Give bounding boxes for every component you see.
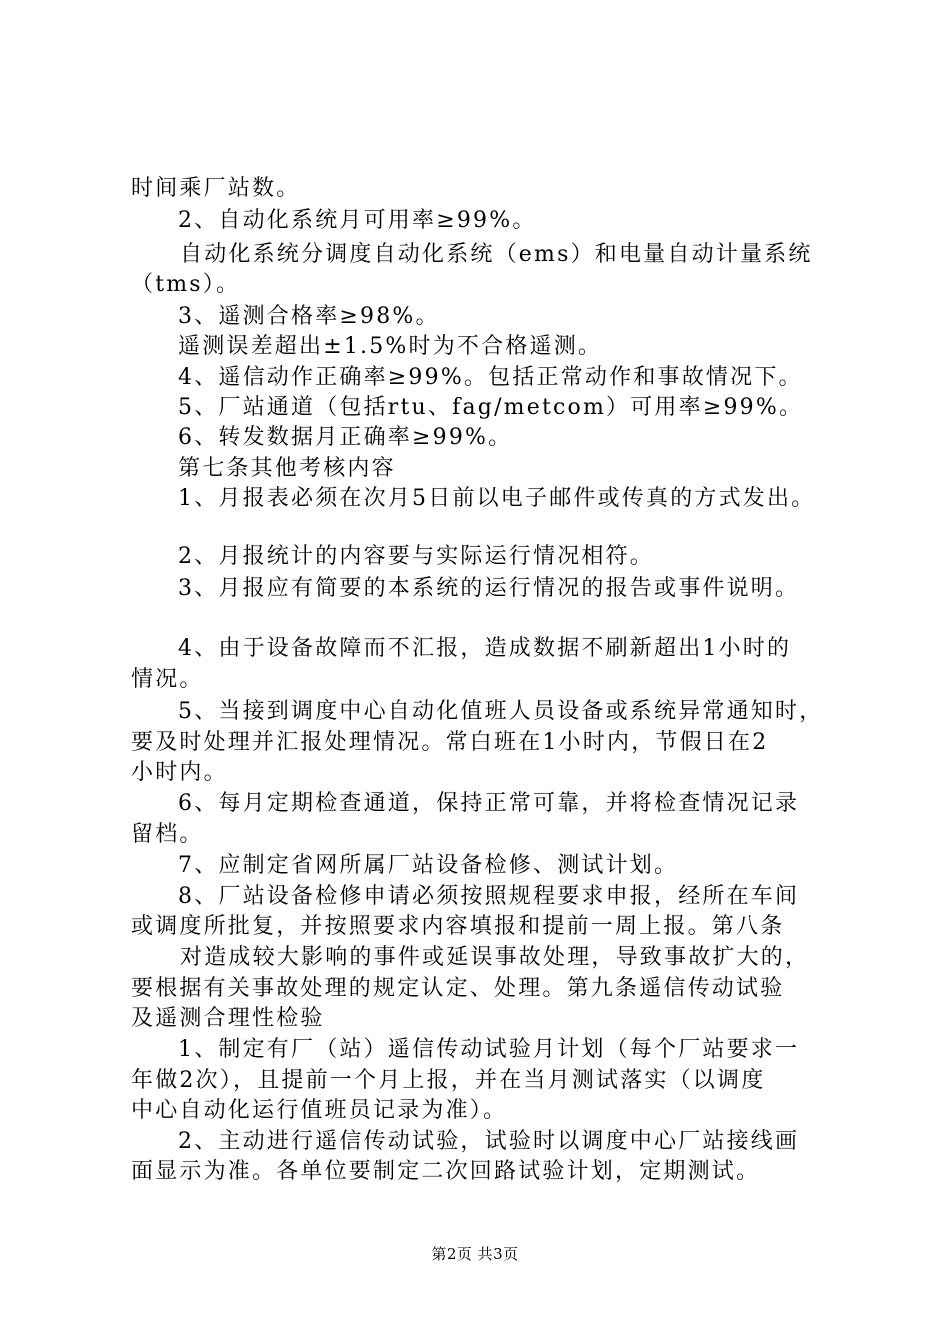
text-line: （tms）。 bbox=[131, 272, 241, 297]
text-line: 1、制定有厂（站）遥信传动试验月计划（每个厂站要求一 bbox=[178, 1037, 800, 1062]
text-line: 遥测误差超出±1.5%时为不合格遥测。 bbox=[178, 334, 603, 359]
text-line: 面显示为准。各单位要制定二次回路试验计划，定期测试。 bbox=[131, 1159, 761, 1184]
text-line: 小时内。 bbox=[131, 760, 228, 785]
text-line: 情况。 bbox=[131, 667, 204, 692]
text-line: 要及时处理并汇报处理情况。常白班在1小时内，节假日在2 bbox=[131, 730, 769, 755]
text-line: 2、主动进行遥信传动试验，试验时以调度中心厂站接线画 bbox=[178, 1129, 800, 1154]
text-line: 及遥测合理性检验 bbox=[131, 1006, 325, 1031]
page-footer: 第2页 共3页 bbox=[431, 1245, 519, 1263]
text-line: 年做2次），且提前一个月上报，并在当月测试落实（以调度 bbox=[131, 1068, 766, 1093]
text-line: 对造成较大影响的事件或延误事故处理，导致事故扩大的， bbox=[180, 945, 810, 970]
text-line: 4、遥信动作正确率≥99%。包括正常动作和事故情况下。 bbox=[178, 365, 803, 390]
text-line: 要根据有关事故处理的规定认定、处理。第九条遥信传动试验 bbox=[131, 976, 785, 1001]
text-line: 自动化系统分调度自动化系统（ems）和电量自动计量系统 bbox=[180, 242, 813, 267]
text-line: 留档。 bbox=[131, 822, 204, 847]
text-line: 5、当接到调度中心自动化值班人员设备或系统异常通知时， bbox=[178, 699, 824, 724]
text-line: 或调度所批复，并按照要求内容填报和提前一周上报。第八条 bbox=[131, 914, 785, 939]
text-line: 中心自动化运行值班员记录为准）。 bbox=[131, 1098, 508, 1123]
text-line: 6、每月定期检查通道，保持正常可靠，并将检查情况记录 bbox=[178, 791, 800, 816]
text-line: 2、月报统计的内容要与实际运行情况相符。 bbox=[178, 544, 654, 569]
text-line: 3、遥测合格率≥98%。 bbox=[178, 304, 440, 329]
text-line: 8、厂站设备检修申请必须按照规程要求申报，经所在车间 bbox=[178, 884, 800, 909]
text-line: 4、由于设备故障而不汇报，造成数据不刷新超出1小时的 bbox=[178, 636, 792, 661]
text-line: 7、应制定省网所属厂站设备检修、测试计划。 bbox=[178, 853, 679, 878]
text-line: 1、月报表必须在次月5日前以电子邮件或传真的方式发出。 bbox=[178, 486, 816, 511]
text-line: 3、月报应有简要的本系统的运行情况的报告或事件说明。 bbox=[178, 576, 800, 601]
section-heading: 第七条其他考核内容 bbox=[178, 456, 396, 481]
text-line: 6、转发数据月正确率≥99%。 bbox=[178, 425, 513, 450]
text-line: 2、自动化系统月可用率≥99%。 bbox=[178, 208, 537, 233]
text-line: 时间乘厂站数。 bbox=[131, 176, 301, 201]
text-line: 5、厂站通道（包括rtu、fag/metcom）可用率≥99%。 bbox=[178, 395, 804, 420]
